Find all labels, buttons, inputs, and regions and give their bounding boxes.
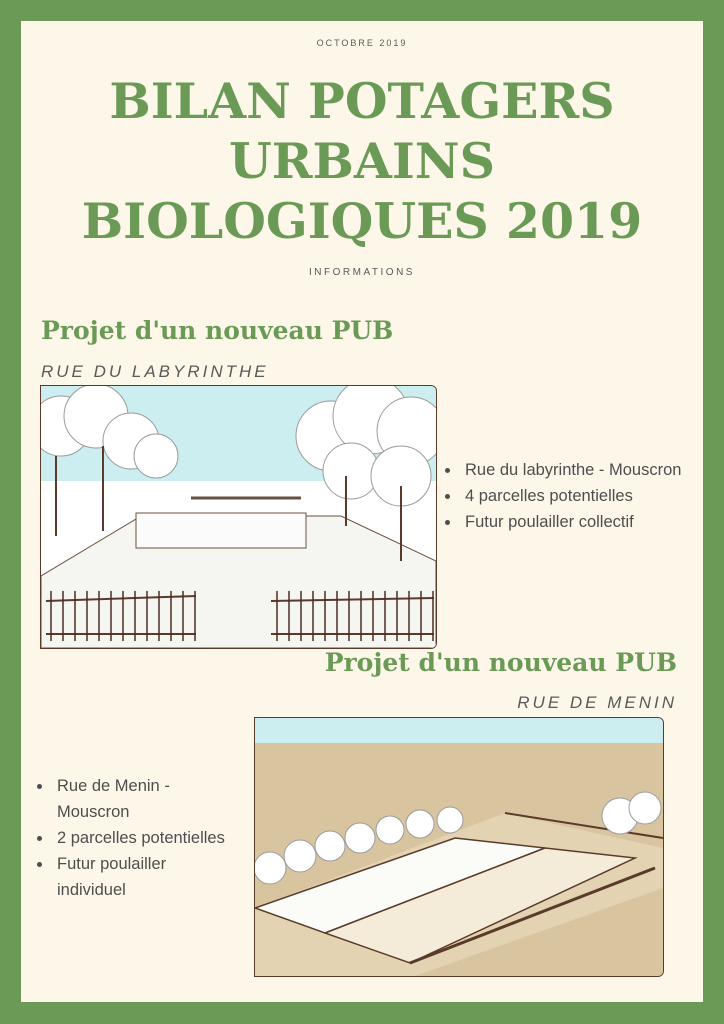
project-2-sketch-image bbox=[254, 717, 664, 977]
title-line: BIOLOGIQUES 2019 bbox=[81, 192, 643, 250]
project-1-heading: Projet d'un nouveau PUB bbox=[41, 316, 394, 345]
list-item: Futur poulailler collectif bbox=[439, 509, 689, 535]
issue-date: OCTOBRE 2019 bbox=[316, 38, 408, 48]
project-2-street: RUE DE MENIN bbox=[517, 693, 677, 712]
project-1-street: RUE DU LABYRINTHE bbox=[41, 362, 269, 381]
poster-page bbox=[21, 21, 703, 1002]
title-line: BILAN POTAGERS bbox=[109, 72, 615, 130]
project-1-facts bbox=[439, 457, 689, 535]
project-2-facts bbox=[31, 773, 231, 903]
list-item: 2 parcelles potentielles bbox=[31, 825, 231, 851]
list-item: Rue de Menin - Mouscron bbox=[31, 773, 231, 825]
section-subtitle: INFORMATIONS bbox=[309, 267, 415, 278]
project-1-sketch-image bbox=[40, 385, 437, 649]
page-title bbox=[21, 71, 703, 251]
title-line: URBAINS bbox=[229, 132, 495, 190]
project-2-heading: Projet d'un nouveau PUB bbox=[324, 648, 677, 677]
list-item: Futur poulailler individuel bbox=[31, 851, 231, 903]
list-item: 4 parcelles potentielles bbox=[439, 483, 689, 509]
list-item: Rue du labyrinthe - Mouscron bbox=[439, 457, 689, 483]
